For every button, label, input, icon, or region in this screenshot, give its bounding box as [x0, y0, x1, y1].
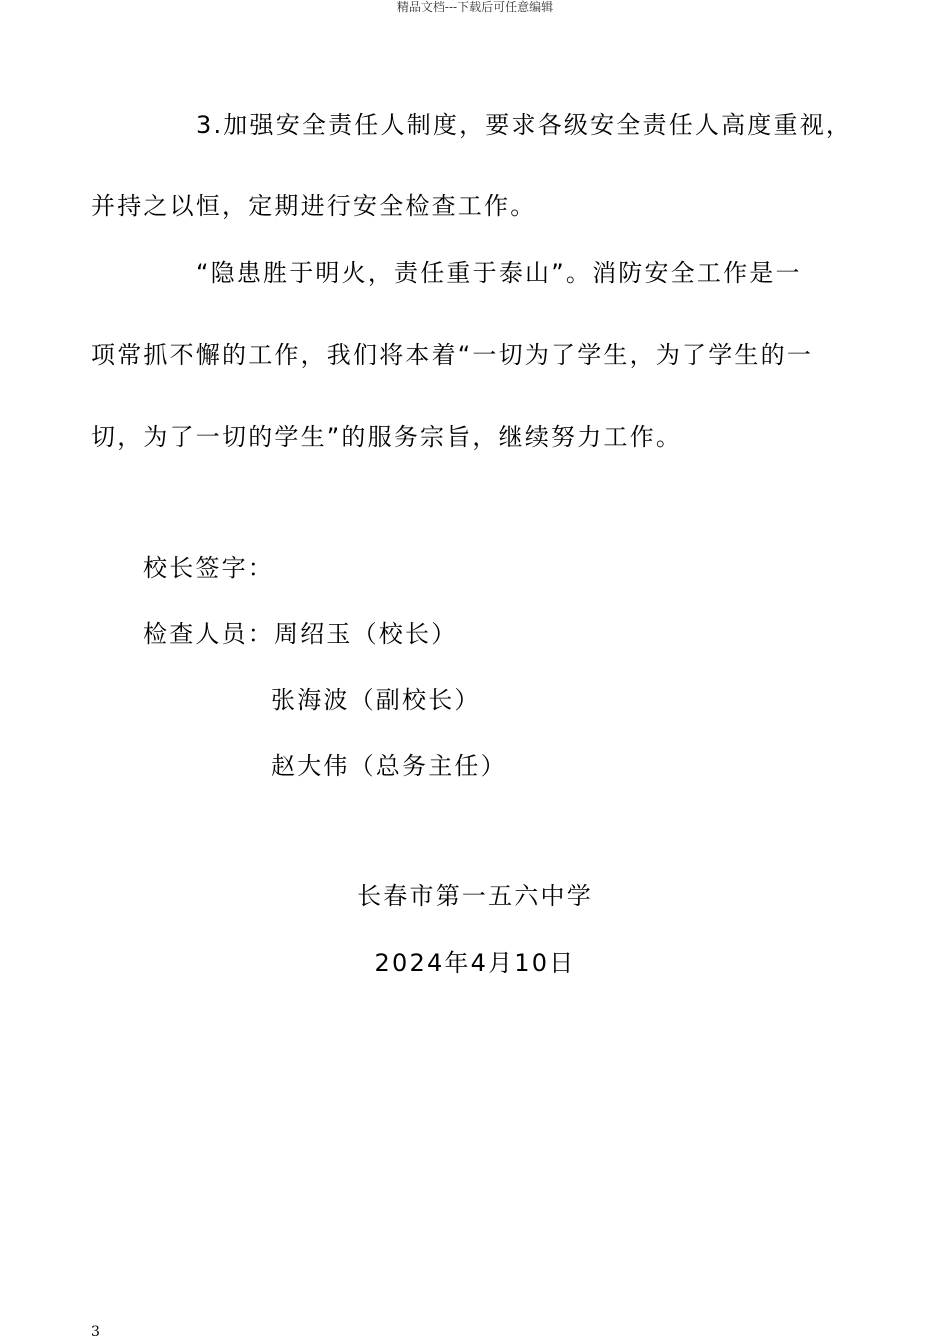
paragraph-2-line-1: “隐患胜于明火，责任重于泰山”。消防安全工作是一	[196, 259, 802, 287]
page-header: 精品文档---下载后可任意编辑	[396, 0, 554, 14]
paragraph-2-line-2: 项常抓不懈的工作，我们将本着“一切为了学生，为了学生的一	[91, 341, 814, 369]
paragraph-1-line-1: 3.加强安全责任人制度，要求各级安全责任人高度重视，	[196, 111, 853, 139]
paragraph-2-line-3: 切，为了一切的学生”的服务宗旨，继续努力工作。	[91, 423, 683, 451]
inspector-2: 张海波（副校长）	[271, 686, 481, 714]
document-date: 2024年4月10日	[374, 949, 576, 977]
school-name: 长春市第一五六中学	[357, 882, 593, 910]
paragraph-1-line-2: 并持之以恒，定期进行安全检查工作。	[91, 192, 537, 220]
inspectors-line: 检查人员：周绍玉（校长）	[143, 620, 458, 648]
page-number: 3	[91, 1324, 100, 1340]
principal-signature-label: 校长签字：	[143, 554, 274, 582]
inspector-3: 赵大伟（总务主任）	[271, 752, 507, 780]
